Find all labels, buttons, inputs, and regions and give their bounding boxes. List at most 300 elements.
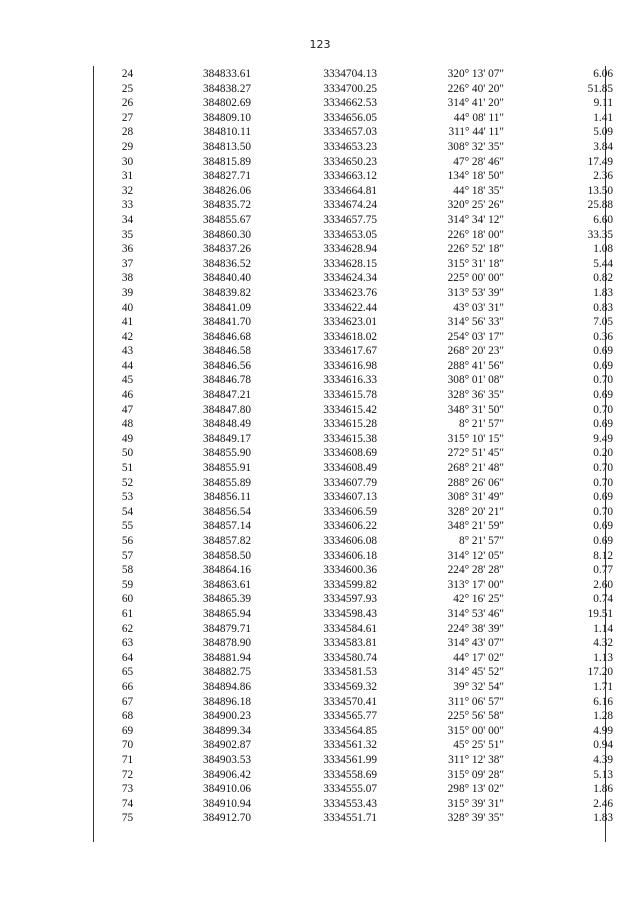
bearing-value: 314° 41' 20" [447, 97, 504, 110]
easting-value: 384894.86 [202, 680, 251, 693]
distance-value: 51.85 [587, 82, 613, 95]
point-number: 60 [121, 593, 134, 606]
point-number: 32 [121, 184, 134, 197]
bearing-value: 308° 32' 35" [447, 140, 504, 153]
bearing-value: 288° 26' 06" [447, 476, 504, 489]
northing-value: 3334606.59 [323, 505, 377, 518]
bearing-value: 42° 16' 25" [453, 593, 504, 606]
bearing-value: 311° 06' 57" [448, 695, 504, 708]
point-number: 68 [121, 710, 134, 723]
easting-value: 384900.23 [202, 710, 251, 723]
northing-value: 3334569.32 [323, 680, 377, 693]
distance-value: 1.28 [593, 710, 613, 723]
northing-value: 3334599.82 [323, 578, 377, 591]
bearing-value: 308° 01' 08" [447, 374, 504, 387]
distance-value: 0.69 [593, 418, 613, 431]
table-row [94, 505, 640, 520]
point-number: 73 [121, 783, 134, 796]
easting-value: 384855.67 [202, 213, 251, 226]
northing-value: 3334608.49 [323, 462, 377, 475]
table-row [94, 344, 640, 359]
bearing-value: 226° 40' 20" [447, 82, 504, 95]
table-row [94, 724, 640, 739]
point-number: 62 [121, 622, 134, 635]
northing-value: 3334617.67 [323, 345, 377, 358]
distance-value: 4.39 [593, 753, 613, 766]
easting-value: 384835.72 [202, 199, 251, 212]
point-number: 44 [121, 359, 134, 372]
easting-value: 384846.78 [202, 374, 251, 387]
easting-value: 384863.61 [202, 578, 251, 591]
point-number: 26 [121, 97, 134, 110]
point-number: 33 [121, 199, 134, 212]
easting-value: 384849.17 [202, 432, 251, 445]
bearing-value: 298° 13' 02" [447, 783, 504, 796]
distance-value: 13.50 [587, 184, 613, 197]
easting-value: 384902.87 [202, 739, 251, 752]
distance-value: 0.70 [593, 462, 613, 475]
point-number: 51 [121, 462, 134, 475]
distance-value: 0.83 [593, 301, 613, 314]
table-row [94, 549, 640, 564]
point-number: 58 [121, 564, 134, 577]
point-number: 37 [121, 257, 134, 270]
bearing-value: 328° 20' 21" [447, 505, 504, 518]
easting-value: 384846.58 [202, 345, 251, 358]
table-row [94, 257, 640, 272]
distance-value: 1.71 [593, 680, 613, 693]
point-number: 24 [121, 68, 134, 80]
distance-value: 0.70 [593, 403, 613, 416]
easting-value: 384855.89 [202, 476, 251, 489]
point-number: 67 [121, 695, 134, 708]
northing-value: 3334615.42 [323, 403, 377, 416]
distance-value: 0.69 [593, 535, 613, 547]
bearing-value: 272° 51' 45" [447, 447, 504, 460]
northing-value: 3334606.22 [323, 520, 377, 533]
distance-value: 2.60 [593, 578, 613, 591]
table-row [94, 695, 640, 710]
northing-value: 3334663.12 [323, 170, 377, 183]
table-row [94, 111, 640, 126]
point-number: 71 [121, 753, 134, 766]
easting-value: 384847.80 [202, 403, 251, 416]
northing-value: 3334565.77 [323, 710, 377, 723]
point-number: 45 [121, 374, 134, 387]
table-row [94, 67, 640, 82]
bearing-value: 44° 18' 35" [453, 184, 504, 197]
northing-value: 3334608.69 [323, 447, 377, 460]
easting-value: 384855.90 [202, 447, 251, 460]
bearing-value: 224° 28' 28" [447, 564, 504, 577]
easting-value: 384856.11 [203, 491, 251, 504]
point-number: 47 [121, 403, 134, 416]
distance-value: 0.70 [593, 505, 613, 518]
bearing-value: 47° 28' 46" [453, 155, 504, 168]
table-row [94, 388, 640, 403]
easting-value: 384857.14 [202, 520, 251, 533]
easting-value: 384838.27 [202, 82, 251, 95]
northing-value: 3334607.79 [323, 476, 377, 489]
easting-value: 384865.39 [202, 593, 251, 606]
northing-value: 3334656.05 [323, 111, 377, 124]
bearing-value: 314° 12' 05" [447, 549, 504, 562]
northing-value: 3334570.41 [323, 695, 377, 708]
point-number: 27 [121, 111, 134, 124]
table-row [94, 213, 640, 228]
table-row [94, 155, 640, 170]
distance-value: 2.36 [593, 170, 613, 183]
table-row [94, 534, 640, 549]
table-row [94, 680, 640, 695]
bearing-value: 328° 36' 35" [447, 389, 504, 402]
distance-value: 5.44 [593, 257, 613, 270]
point-number: 66 [121, 680, 134, 693]
table-row [94, 636, 640, 651]
northing-value: 3334664.81 [323, 184, 377, 197]
easting-value: 384841.70 [202, 316, 251, 329]
point-number: 75 [121, 812, 134, 825]
northing-value: 3334618.02 [323, 330, 377, 343]
bearing-value: 313° 17' 00" [447, 578, 504, 591]
point-number: 31 [121, 170, 134, 183]
easting-value: 384858.50 [202, 549, 251, 562]
northing-value: 3334606.18 [323, 549, 377, 562]
point-number: 38 [121, 272, 134, 285]
distance-value: 9.49 [593, 432, 613, 445]
distance-value: 19.51 [587, 607, 613, 620]
table-row [94, 768, 640, 783]
bearing-value: 315° 31' 18" [447, 257, 504, 270]
bearing-value: 44° 17' 02" [453, 651, 504, 664]
table-row [94, 184, 640, 199]
bearing-value: 44° 08' 11" [453, 111, 504, 124]
point-number: 63 [121, 637, 134, 650]
easting-value: 384865.94 [202, 607, 251, 620]
easting-value: 384815.89 [202, 155, 251, 168]
bearing-value: 8° 21' 57" [458, 535, 504, 547]
table-row [94, 490, 640, 505]
bearing-value: 311° 44' 11" [448, 126, 504, 139]
bearing-value: 313° 53' 39" [447, 286, 504, 299]
table-row [94, 301, 640, 316]
point-number: 56 [121, 535, 134, 547]
northing-value: 3334607.13 [323, 491, 377, 504]
bearing-value: 315° 10' 15" [447, 432, 504, 445]
table-row [94, 330, 640, 345]
easting-value: 384860.30 [202, 228, 251, 241]
point-number: 57 [121, 549, 134, 562]
bearing-value: 315° 39' 31" [447, 797, 504, 810]
distance-value: 6.60 [593, 213, 613, 226]
northing-value: 3334623.01 [323, 316, 377, 329]
northing-value: 3334650.23 [323, 155, 377, 168]
easting-value: 384878.90 [202, 637, 251, 650]
table-row [94, 578, 640, 593]
easting-value: 384846.68 [202, 330, 251, 343]
northing-value: 3334622.44 [323, 301, 377, 314]
northing-value: 3334606.08 [323, 535, 377, 547]
distance-value: 9.11 [593, 97, 613, 110]
point-number: 61 [121, 607, 134, 620]
point-number: 72 [121, 768, 134, 781]
distance-value: 17.49 [587, 155, 613, 168]
distance-value: 25.88 [587, 199, 613, 212]
easting-value: 384855.91 [202, 462, 251, 475]
northing-value: 3334662.53 [323, 97, 377, 110]
bearing-value: 8° 21' 57" [458, 418, 504, 431]
bearing-value: 224° 38' 39" [447, 622, 504, 635]
distance-value: 5.09 [593, 126, 613, 139]
point-number: 42 [121, 330, 134, 343]
northing-value: 3334558.69 [323, 768, 377, 781]
bearing-value: 314° 56' 33" [447, 316, 504, 329]
northing-value: 3334704.13 [323, 68, 377, 80]
northing-value: 3334616.33 [323, 374, 377, 387]
table-row [94, 228, 640, 243]
bearing-value: 314° 45' 52" [447, 666, 504, 679]
table-row [94, 797, 640, 812]
distance-value: 7.05 [593, 316, 613, 329]
easting-value: 384802.69 [202, 97, 251, 110]
distance-value: 1.08 [593, 243, 613, 256]
distance-value: 0.74 [593, 593, 613, 606]
easting-value: 384847.21 [202, 389, 251, 402]
easting-value: 384882.75 [202, 666, 251, 679]
point-number: 52 [121, 476, 134, 489]
northing-value: 3334615.38 [323, 432, 377, 445]
northing-value: 3334583.81 [323, 637, 377, 650]
distance-value: 8.12 [593, 549, 613, 562]
easting-value: 384840.40 [202, 272, 251, 285]
table-row [94, 563, 640, 578]
distance-value: 2.46 [593, 797, 613, 810]
point-number: 70 [121, 739, 134, 752]
northing-value: 3334581.53 [323, 666, 377, 679]
table-row [94, 417, 640, 432]
northing-value: 3334597.93 [323, 593, 377, 606]
bearing-value: 268° 20' 23" [447, 345, 504, 358]
table-row [94, 373, 640, 388]
distance-value: 0.69 [593, 491, 613, 504]
northing-value: 3334674.24 [323, 199, 377, 212]
point-number: 54 [121, 505, 134, 518]
point-number: 43 [121, 345, 134, 358]
distance-value: 0.94 [593, 739, 613, 752]
bearing-value: 320° 25' 26" [447, 199, 504, 212]
distance-value: 4.32 [593, 637, 613, 650]
table-row [94, 622, 640, 637]
northing-value: 3334615.78 [323, 389, 377, 402]
distance-value: 0.20 [593, 447, 613, 460]
point-number: 59 [121, 578, 134, 591]
northing-value: 3334623.76 [323, 286, 377, 299]
table-row [94, 651, 640, 666]
distance-value: 0.69 [593, 345, 613, 358]
northing-value: 3334628.94 [323, 243, 377, 256]
easting-value: 384846.56 [202, 359, 251, 372]
northing-value: 3334628.15 [323, 257, 377, 270]
point-number: 35 [121, 228, 134, 241]
northing-value: 3334561.99 [323, 753, 377, 766]
point-number: 69 [121, 724, 134, 737]
table-row [94, 709, 640, 724]
table-row [94, 432, 640, 447]
point-number: 28 [121, 126, 134, 139]
table-row [94, 738, 640, 753]
distance-value: 6.16 [593, 695, 613, 708]
northing-value: 3334616.98 [323, 359, 377, 372]
table-row [94, 96, 640, 111]
northing-value: 3334624.34 [323, 272, 377, 285]
table-row [94, 592, 640, 607]
easting-value: 384856.54 [202, 505, 251, 518]
northing-value: 3334553.43 [323, 797, 377, 810]
bearing-value: 226° 18' 00" [447, 228, 504, 241]
table-row [94, 125, 640, 140]
point-number: 55 [121, 520, 134, 533]
easting-value: 384827.71 [202, 170, 251, 183]
distance-value: 4.99 [593, 724, 613, 737]
easting-value: 384879.71 [202, 622, 251, 635]
easting-value: 384810.11 [203, 126, 251, 139]
point-number: 40 [121, 301, 134, 314]
distance-value: 0.70 [593, 476, 613, 489]
bearing-value: 348° 21' 59" [447, 520, 504, 533]
distance-value: 0.77 [593, 564, 613, 577]
northing-value: 3334561.32 [323, 739, 377, 752]
page-number: 123 [309, 38, 331, 51]
distance-value: 1.83 [593, 812, 613, 825]
easting-value: 384833.61 [202, 68, 251, 80]
easting-value: 384837.26 [202, 243, 251, 256]
distance-value: 1.83 [593, 286, 613, 299]
easting-value: 384836.52 [202, 257, 251, 270]
northing-value: 3334564.85 [323, 724, 377, 737]
point-number: 41 [121, 316, 134, 329]
distance-value: 5.13 [593, 768, 613, 781]
northing-value: 3334657.03 [323, 126, 377, 139]
bearing-value: 311° 12' 38" [448, 753, 504, 766]
bearing-value: 134° 18' 50" [447, 170, 504, 183]
distance-value: 0.69 [593, 520, 613, 533]
point-number: 48 [121, 418, 134, 431]
bearing-value: 315° 09' 28" [447, 768, 504, 781]
distance-value: 1.14 [593, 622, 613, 635]
point-number: 39 [121, 286, 134, 299]
distance-value: 1.86 [593, 783, 613, 796]
table-row [94, 271, 640, 286]
easting-value: 384903.53 [202, 753, 251, 766]
table-row [94, 782, 640, 797]
northing-value: 3334598.43 [323, 607, 377, 620]
easting-value: 384899.34 [202, 724, 251, 737]
distance-value: 0.82 [593, 272, 613, 285]
table-row [94, 286, 640, 301]
point-number: 49 [121, 432, 134, 445]
easting-value: 384910.06 [202, 783, 251, 796]
point-number: 65 [121, 666, 134, 679]
point-number: 64 [121, 651, 134, 664]
easting-value: 384841.09 [202, 301, 251, 314]
bearing-value: 43° 03' 31" [453, 301, 504, 314]
easting-value: 384839.82 [202, 286, 251, 299]
northing-value: 3334600.36 [323, 564, 377, 577]
northing-value: 3334580.74 [323, 651, 377, 664]
distance-value: 1.41 [593, 111, 613, 124]
northing-value: 3334615.28 [323, 418, 377, 431]
bearing-value: 45° 25' 51" [453, 739, 504, 752]
bearing-value: 328° 39' 35" [447, 812, 504, 825]
bearing-value: 320° 13' 07" [447, 68, 504, 80]
northing-value: 3334653.23 [323, 140, 377, 153]
easting-value: 384912.70 [202, 812, 251, 825]
bearing-value: 288° 41' 56" [447, 359, 504, 372]
easting-value: 384906.42 [202, 768, 251, 781]
table-row [94, 198, 640, 213]
bearing-value: 314° 53' 46" [447, 607, 504, 620]
table-row [94, 169, 640, 184]
point-number: 53 [121, 491, 134, 504]
easting-value: 384813.50 [202, 140, 251, 153]
distance-value: 0.69 [593, 389, 613, 402]
table-row [94, 242, 640, 257]
easting-value: 384826.06 [202, 184, 251, 197]
northing-value: 3334657.75 [323, 213, 377, 226]
northing-value: 3334551.71 [323, 812, 377, 825]
bearing-value: 314° 43' 07" [447, 637, 504, 650]
bearing-value: 314° 34' 12" [447, 213, 504, 226]
table-row [94, 519, 640, 534]
table-row [94, 403, 640, 418]
point-number: 36 [121, 243, 134, 256]
table-row [94, 607, 640, 622]
northing-value: 3334700.25 [323, 82, 377, 95]
bearing-value: 308° 31' 49" [447, 491, 504, 504]
point-number: 74 [121, 797, 134, 810]
point-number: 25 [121, 82, 134, 95]
table-row [94, 315, 640, 330]
distance-value: 6.06 [593, 68, 613, 80]
northing-value: 3334555.07 [323, 783, 377, 796]
bearing-value: 268° 21' 48" [447, 462, 504, 475]
distance-value: 0.36 [593, 330, 613, 343]
easting-value: 384896.18 [202, 695, 251, 708]
easting-value: 384848.49 [202, 418, 251, 431]
coordinates-table [94, 67, 640, 826]
bearing-value: 225° 56' 58" [447, 710, 504, 723]
table-row [94, 461, 640, 476]
table-row [94, 446, 640, 461]
bearing-value: 39° 32' 54" [453, 680, 504, 693]
table-row [94, 753, 640, 768]
easting-value: 384910.94 [202, 797, 251, 810]
point-number: 30 [121, 155, 134, 168]
distance-value: 1.13 [593, 651, 613, 664]
bearing-value: 348° 31' 50" [447, 403, 504, 416]
table-row [94, 811, 640, 826]
easting-value: 384864.16 [202, 564, 251, 577]
table-row [94, 359, 640, 374]
table-row [94, 140, 640, 155]
northing-value: 3334653.05 [323, 228, 377, 241]
easting-value: 384881.94 [202, 651, 251, 664]
coordinates-table-body [94, 67, 640, 826]
distance-value: 33.35 [587, 228, 613, 241]
distance-value: 17.20 [587, 666, 613, 679]
point-number: 29 [121, 140, 134, 153]
table-row [94, 665, 640, 680]
